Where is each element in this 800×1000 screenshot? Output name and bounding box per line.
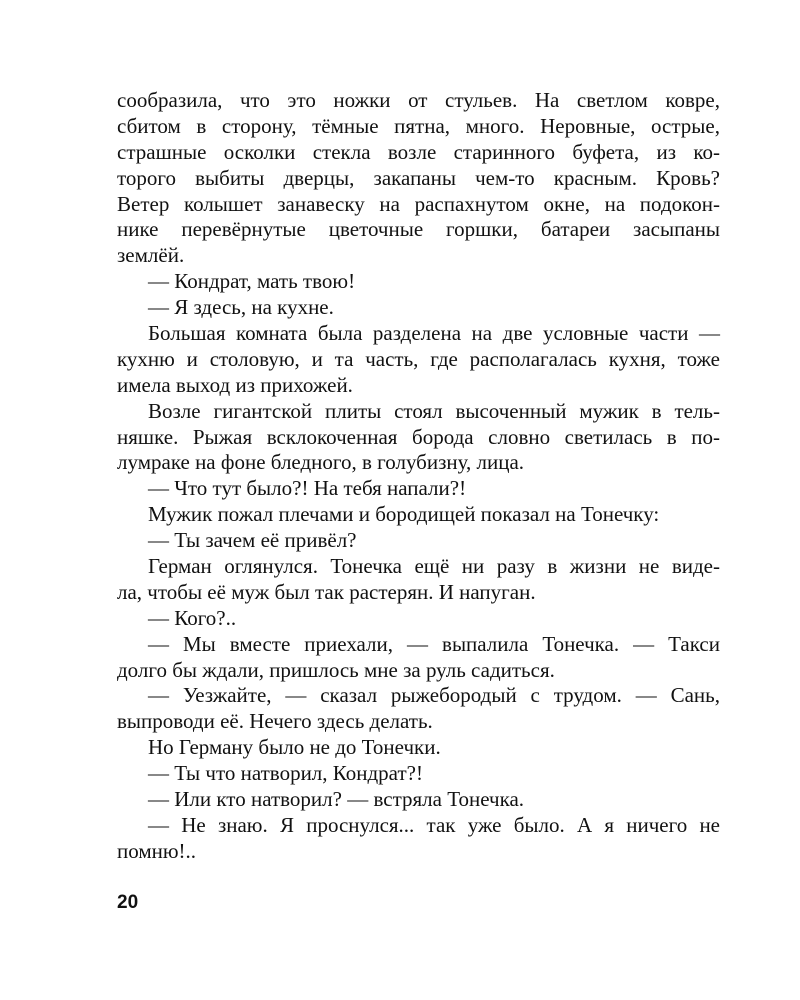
- text-line: кухню и столовую, и та часть, где располагалась кухня, тоже: [117, 346, 720, 371]
- text-line: помню!..: [117, 838, 197, 863]
- text-line: Ветер колышет занавеску на распахнутом окне, на подокон-: [117, 191, 720, 216]
- text-line: — Кого?..: [148, 605, 237, 630]
- page-number: 20: [117, 892, 139, 913]
- text-line: — Не знаю. Я проснулся... так уже было. А я ничего не: [148, 812, 720, 837]
- text-line: лумраке на фоне бледного, в голубизну, лица.: [117, 450, 525, 475]
- text-line: долго бы ждали, пришлось мне за руль садиться.: [117, 657, 555, 682]
- text-line: сообразила, что это ножки от стульев. На светлом ковре,: [117, 88, 720, 112]
- text-line: — Или кто натворил? — встряла Тонечка.: [148, 787, 525, 812]
- text-line: сбитом в сторону, тёмные пятна, много. Неровные, острые,: [117, 113, 720, 138]
- text-line: — Уезжайте, — сказал рыжебородый с трудом. — Сань,: [148, 683, 720, 708]
- text-line: ла, чтобы её муж был так растерян. И напуган.: [117, 579, 536, 604]
- text-line: землёй.: [117, 243, 185, 268]
- text-line: торого выбиты дверцы, закапаны чем-то красным. Кровь?: [117, 165, 720, 190]
- text-line: Возле гигантской плиты стоял высоченный мужик в тель-: [148, 398, 720, 423]
- text-line: Большая комната была разделена на две условные части —: [148, 321, 720, 346]
- text-line: имела выход из прихожей.: [117, 372, 353, 397]
- text-line: — Ты что натворил, Кондрат?!: [148, 761, 423, 786]
- text-line: Герман оглянулся. Тонечка ещё ни разу в жизни не виде-: [148, 554, 720, 579]
- text-line: нике перевёрнутые цветочные горшки, батареи засыпаны: [117, 217, 720, 242]
- text-line: — Кондрат, мать твою!: [148, 269, 356, 294]
- text-line: — Я здесь, на кухне.: [148, 295, 334, 320]
- page-text: [117, 88, 720, 865]
- text-line: няшке. Рыжая всклокоченная борода словно светилась в по-: [117, 424, 720, 449]
- text-line: — Что тут было?! На тебя напали?!: [148, 476, 467, 501]
- text-line: Мужик пожал плечами и бородищей показал на Тонечку:: [148, 502, 660, 527]
- text-line: Но Герману было не до Тонечки.: [148, 735, 441, 760]
- text-line: страшные осколки стекла возле старинного буфета, из ко-: [117, 139, 720, 164]
- text-line: — Мы вместе приехали, — выпалила Тонечка. — Такси: [148, 631, 720, 656]
- text-line: выпроводи её. Нечего здесь делать.: [117, 709, 433, 734]
- text-line: — Ты зачем её привёл?: [148, 528, 357, 553]
